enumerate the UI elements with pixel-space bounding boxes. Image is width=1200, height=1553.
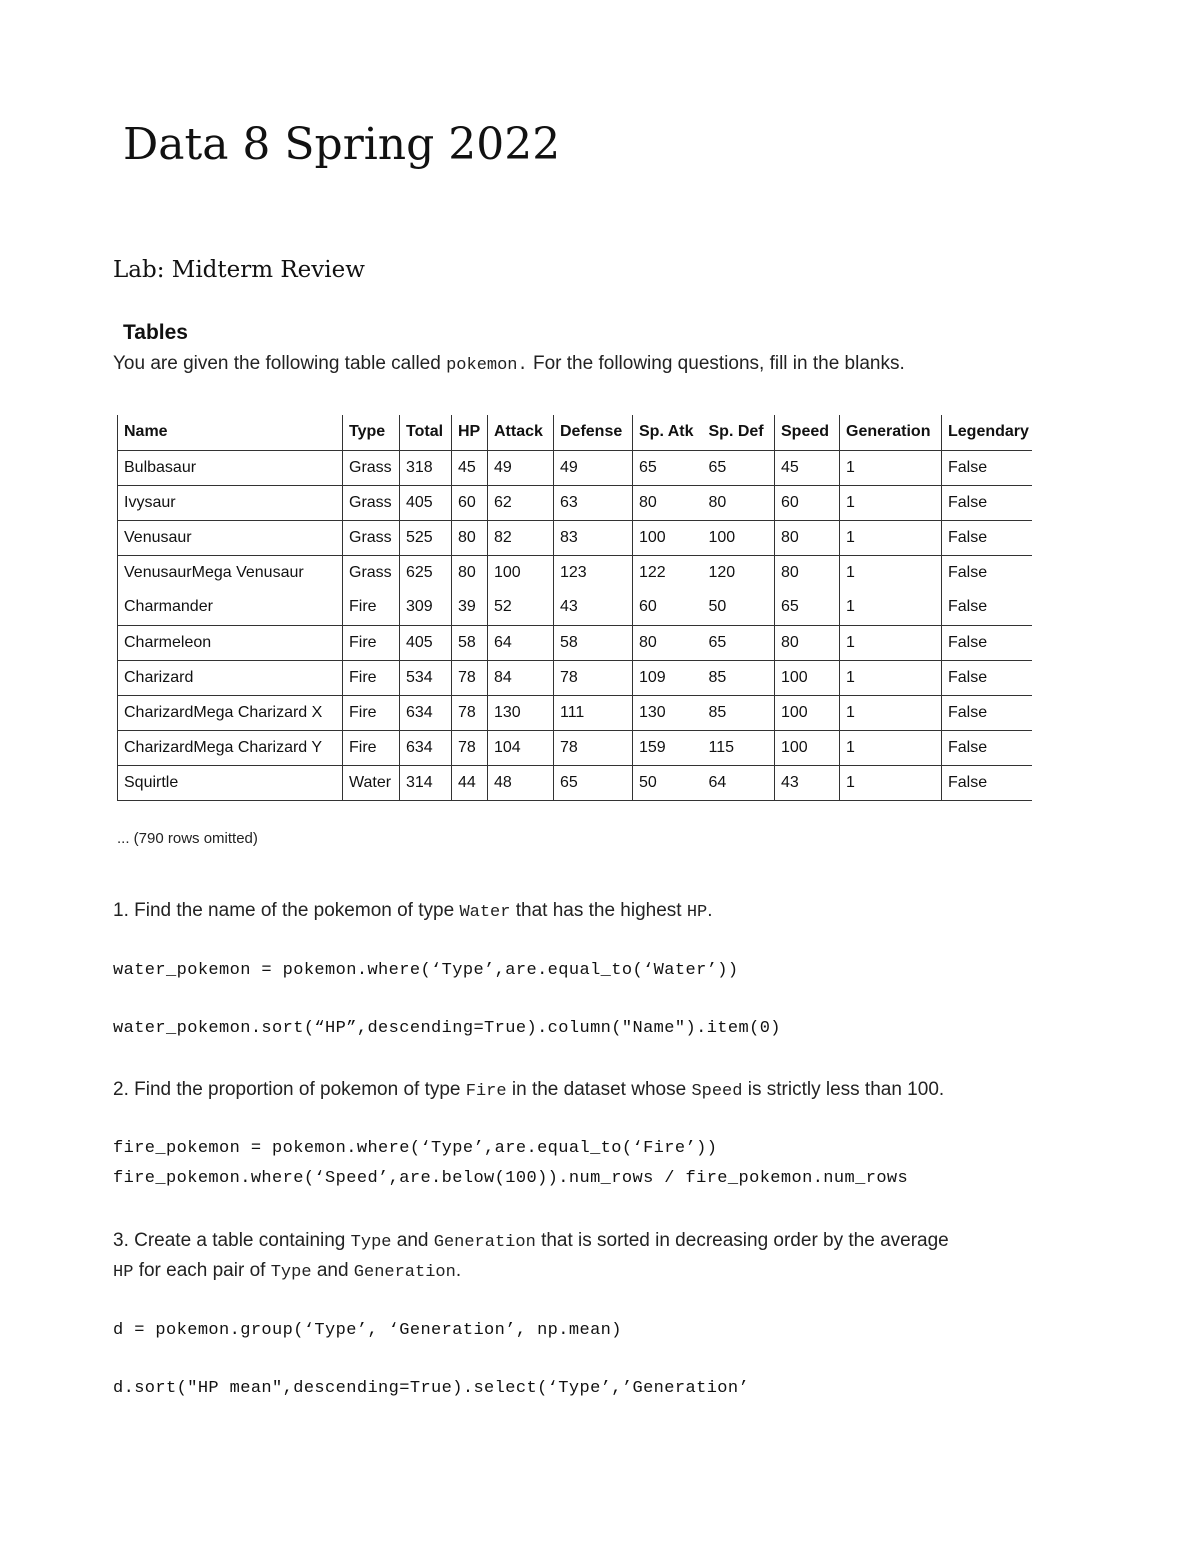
table-cell: 318	[400, 450, 452, 485]
table-cell: 78	[452, 660, 488, 695]
table-cell: 80	[775, 555, 840, 590]
table-cell: False	[942, 520, 1032, 555]
q3-code-type: Type	[350, 1233, 392, 1252]
q2-code-line-1: fire_pokemon = pokemon.where(‘Type’,are.equal_to(‘Fire’))	[113, 1139, 718, 1158]
table-cell: 64	[488, 625, 554, 660]
section-heading: Tables	[123, 321, 188, 344]
table-cell: 115	[703, 730, 775, 765]
table-cell: 65	[703, 625, 775, 660]
table-cell: False	[942, 450, 1032, 485]
table-cell: 78	[452, 695, 488, 730]
table-cell: False	[942, 730, 1032, 765]
table-cell: 84	[488, 660, 554, 695]
table-cell: 63	[554, 485, 633, 520]
table-cell: 80	[633, 485, 703, 520]
table-cell: False	[942, 485, 1032, 520]
table-cell: 309	[400, 590, 452, 625]
table-cell: False	[942, 695, 1032, 730]
table-cell: 52	[488, 590, 554, 625]
q2-code-line-2: fire_pokemon.where(‘Speed’,are.below(100)).num_rows / fire_pokemon.num_rows	[113, 1169, 909, 1188]
rows-omitted-note: ... (790 rows omitted)	[117, 830, 258, 847]
table-cell: 1	[840, 555, 942, 590]
table-row	[118, 695, 1032, 730]
table-cell: False	[942, 660, 1032, 695]
column-header: Generation	[840, 415, 942, 450]
table-cell: 100	[633, 520, 703, 555]
table-cell: 634	[400, 695, 452, 730]
table-cell: 122	[633, 555, 703, 590]
table-cell: 100	[775, 695, 840, 730]
q1-code-water: Water	[459, 903, 511, 922]
q3-period: .	[455, 1260, 462, 1281]
q1-mid: that has the highest	[515, 900, 682, 921]
question-3-line-2	[113, 1259, 461, 1285]
question-3-line-1	[113, 1229, 949, 1255]
table-cell: 43	[554, 590, 633, 625]
table-cell: 405	[400, 625, 452, 660]
table-cell: 50	[633, 765, 703, 800]
q3-prefix: 3. Create a table containing	[113, 1230, 346, 1251]
page-title: Data 8 Spring 2022	[123, 119, 561, 170]
table-row	[118, 625, 1032, 660]
table-cell: Fire	[343, 695, 400, 730]
table-cell: Water	[343, 765, 400, 800]
table-cell: 159	[633, 730, 703, 765]
lab-subtitle: Lab: Midterm Review	[113, 257, 365, 283]
intro-paragraph	[113, 352, 905, 378]
intro-prefix: You are given the following table called	[113, 353, 441, 374]
q3-code-type-2: Type	[270, 1263, 312, 1282]
table-cell: 100	[775, 730, 840, 765]
table-cell: 109	[633, 660, 703, 695]
table-cell: Fire	[343, 660, 400, 695]
column-header: Sp. Def	[703, 415, 775, 450]
table-cell: Ivysaur	[118, 485, 343, 520]
column-header: HP	[452, 415, 488, 450]
question-2	[113, 1078, 944, 1104]
table-cell: 80	[775, 520, 840, 555]
table-header-row	[118, 415, 1032, 450]
table-cell: Fire	[343, 625, 400, 660]
table-cell: False	[942, 625, 1032, 660]
table-cell: 1	[840, 485, 942, 520]
table-cell: 1	[840, 450, 942, 485]
table-cell: 49	[488, 450, 554, 485]
table-cell: Bulbasaur	[118, 450, 343, 485]
q3-code-hp: HP	[113, 1263, 134, 1282]
column-header: Legendary	[942, 415, 1032, 450]
q3-and: and	[396, 1230, 429, 1251]
table-cell: 49	[554, 450, 633, 485]
table-cell: Charmeleon	[118, 625, 343, 660]
q1-code-hp: HP	[686, 903, 708, 922]
table-cell: 65	[703, 450, 775, 485]
table-cell: Grass	[343, 555, 400, 590]
column-header: Attack	[488, 415, 554, 450]
table-cell: 525	[400, 520, 452, 555]
table-cell: 80	[633, 625, 703, 660]
table-cell: 104	[488, 730, 554, 765]
table-cell: 60	[452, 485, 488, 520]
table-cell: 1	[840, 730, 942, 765]
table-cell: 120	[708, 563, 736, 581]
table-cell: 48	[488, 765, 554, 800]
q1-prefix: 1. Find the name of the pokemon of type	[113, 900, 455, 921]
q3-code-line-1: d = pokemon.group(‘Type’, ‘Generation’, np.mean)	[113, 1321, 622, 1340]
table-cell: 405	[400, 485, 452, 520]
table-cell: 100	[703, 520, 775, 555]
table-cell: 1	[840, 695, 942, 730]
column-header: Type	[343, 415, 400, 450]
table-cell: 58	[554, 625, 633, 660]
column-header: Sp. Atk	[633, 415, 703, 450]
table-cell: 1	[840, 520, 942, 555]
table-cell: 85	[703, 695, 775, 730]
column-header: Total	[400, 415, 452, 450]
table-row	[118, 660, 1032, 695]
intro-suffix: For the following questions, fill in the blanks.	[533, 353, 905, 374]
table-cell: 85	[703, 660, 775, 695]
column-header: Name	[118, 415, 343, 450]
q3-code-generation-2: Generation	[353, 1263, 456, 1282]
question-1	[113, 899, 713, 925]
table-cell: 1	[840, 765, 942, 800]
q3-code-generation: Generation	[433, 1233, 536, 1252]
q2-end: is strictly less than 100.	[747, 1079, 945, 1100]
table-cell: False	[942, 765, 1032, 800]
table-cell: False	[942, 590, 1032, 625]
table-cell: 130	[633, 695, 703, 730]
q3-and-2: and	[316, 1260, 349, 1281]
table-row	[118, 730, 1032, 765]
table-cell: 80	[703, 485, 775, 520]
q2-code-speed: Speed	[691, 1082, 743, 1101]
table-cell: Grass	[343, 520, 400, 555]
table-cell: 130	[488, 695, 554, 730]
table-cell: 50	[703, 590, 775, 625]
table-cell: Venusaur	[118, 520, 343, 555]
q2-prefix: 2. Find the proportion of pokemon of type	[113, 1079, 461, 1100]
table-row	[118, 485, 1032, 520]
table-cell: 100	[775, 660, 840, 695]
table-cell: 60	[633, 590, 703, 625]
table-cell: Squirtle	[118, 765, 343, 800]
table-cell: 123	[554, 555, 633, 590]
table-cell: Grass	[343, 450, 400, 485]
q2-mid: in the dataset whose	[511, 1079, 687, 1100]
table-cell: CharizardMega Charizard Y	[118, 730, 343, 765]
table-cell: 100	[488, 555, 554, 590]
column-header: Speed	[775, 415, 840, 450]
table-cell: 62	[488, 485, 554, 520]
table-cell: 65	[554, 765, 633, 800]
table-cell: 1	[840, 660, 942, 695]
table-cell: 1	[840, 625, 942, 660]
table-cell: 83	[554, 520, 633, 555]
table-cell: 634	[400, 730, 452, 765]
q3-end: that is sorted in decreasing order by the average	[541, 1230, 949, 1251]
table-row	[118, 520, 1032, 555]
table-cell: 45	[452, 450, 488, 485]
table-row	[118, 450, 1032, 485]
table-cell: 44	[452, 765, 488, 800]
table-cell: 80	[775, 625, 840, 660]
q2-code-fire: Fire	[465, 1082, 507, 1101]
table-cell: 45	[775, 450, 840, 485]
table-cell: Charizard	[118, 660, 343, 695]
table-cell: 60	[775, 485, 840, 520]
table-cell: 314	[400, 765, 452, 800]
table-cell: Fire	[343, 590, 400, 625]
table-row	[118, 555, 1032, 590]
table-cell: 65	[633, 450, 703, 485]
q3-code-line-2: d.sort("HP mean",descending=True).select(‘Type’,’Generation’	[113, 1379, 750, 1398]
table-cell: Grass	[343, 485, 400, 520]
table-cell: 43	[775, 765, 840, 800]
table-cell: 1	[840, 590, 942, 625]
intro-code-pokemon: pokemon.	[446, 356, 528, 375]
table-cell: 64	[703, 765, 775, 800]
table-cell: 39	[452, 590, 488, 625]
table-cell: 58	[452, 625, 488, 660]
table-cell: 111	[554, 695, 633, 730]
q1-code-line-2: water_pokemon.sort(“HP”,descending=True).column("Name").item(0)	[113, 1019, 781, 1038]
q1-end: .	[707, 900, 713, 921]
table-cell: 78	[554, 660, 633, 695]
table-cell: 82	[488, 520, 554, 555]
table-cell: Fire	[343, 730, 400, 765]
table-row	[118, 590, 1032, 625]
table-cell: 80	[452, 555, 488, 590]
table-cell: CharizardMega Charizard X	[118, 695, 343, 730]
table-cell: 78	[452, 730, 488, 765]
table-cell: VenusaurMega Venusaur	[118, 555, 343, 590]
table-row	[118, 765, 1032, 800]
pokemon-table	[117, 415, 1032, 801]
table-cell: 65	[775, 590, 840, 625]
table-cell: 625	[400, 555, 452, 590]
table-cell: Charmander	[118, 590, 343, 625]
table-cell: 80	[452, 520, 488, 555]
column-header: Defense	[554, 415, 633, 450]
q3-mid: for each pair of	[138, 1260, 266, 1281]
q1-code-line-1: water_pokemon = pokemon.where(‘Type’,are.equal_to(‘Water’))	[113, 961, 739, 980]
table-cell: 534	[400, 660, 452, 695]
table-cell: False	[942, 555, 1032, 590]
table-cell: 78	[554, 730, 633, 765]
